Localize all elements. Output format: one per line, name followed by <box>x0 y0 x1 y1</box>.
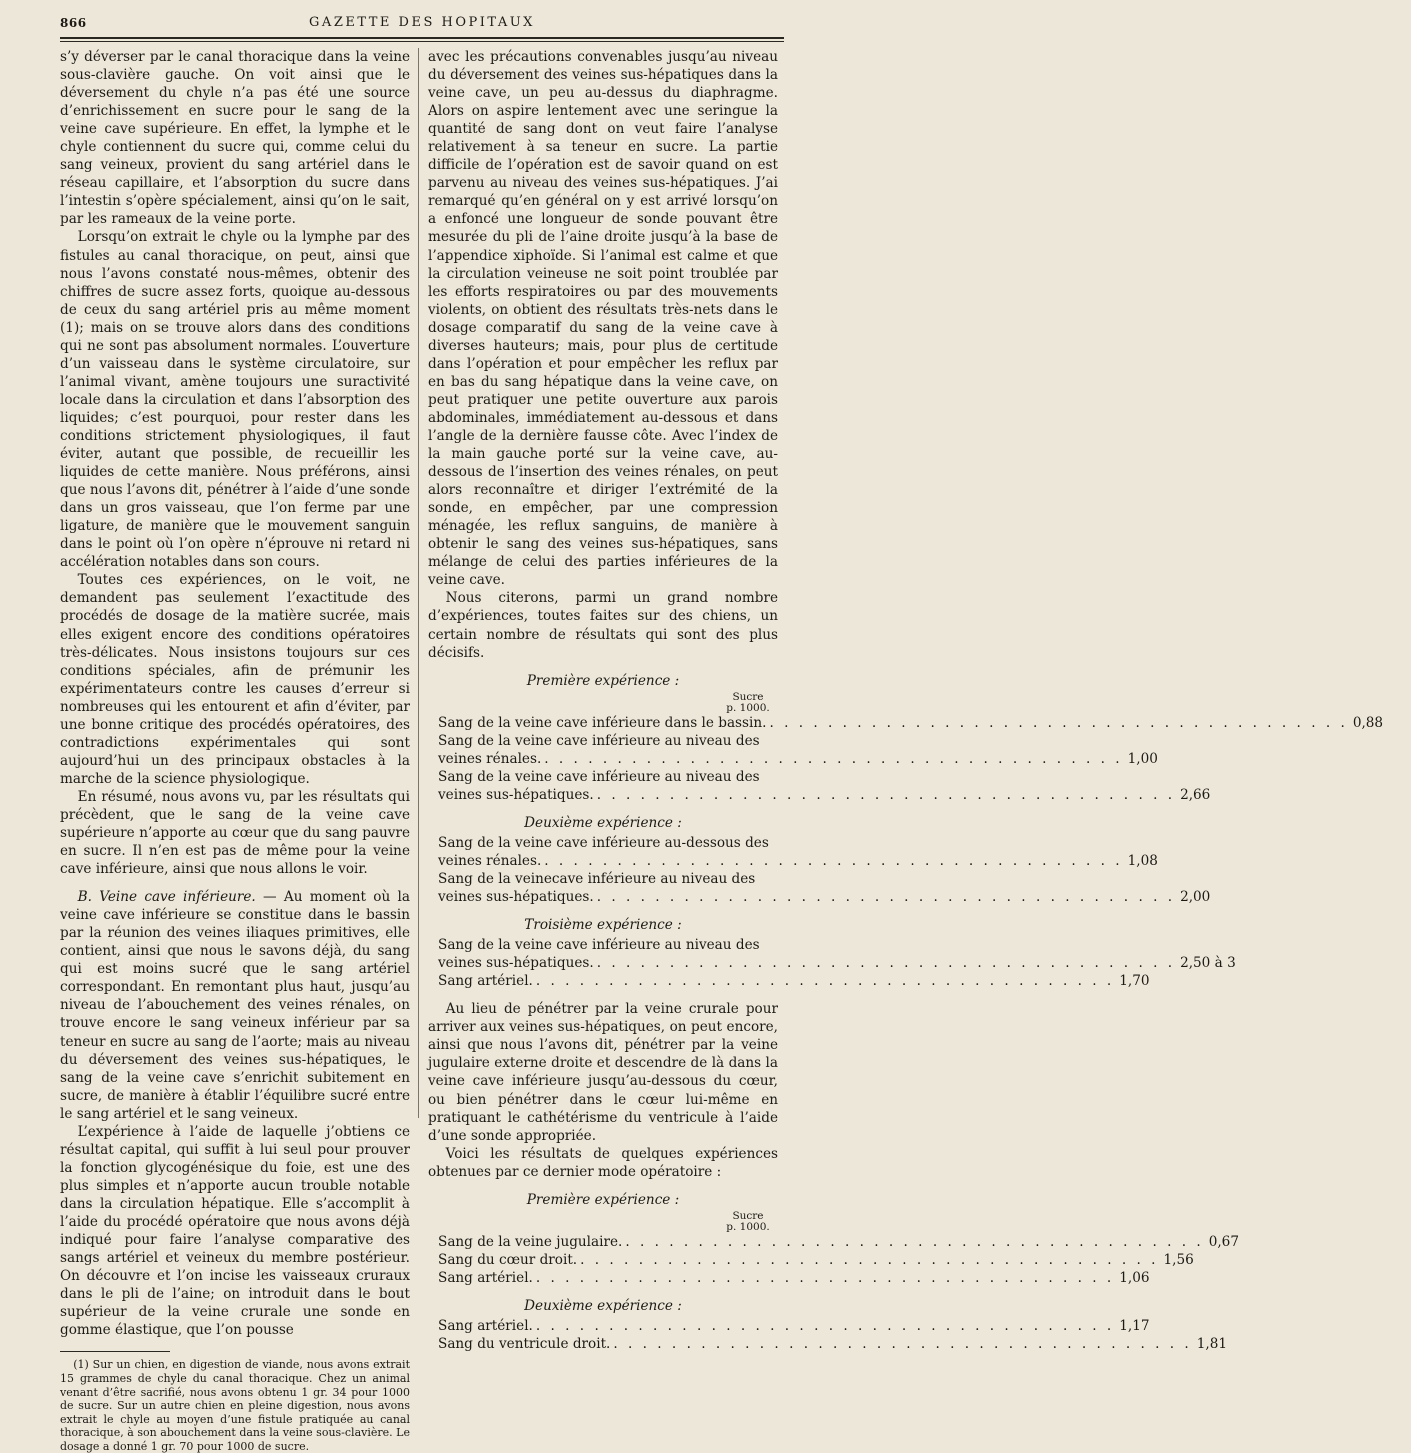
results-table <box>428 714 1384 804</box>
results-table <box>428 1233 1239 1287</box>
paragraph: avec les précautions convenables jusqu’au niveau du déversement des veines sus-hépatiques dans la veine cave, un peu au-dessus du diaphragme. Alors on aspire lentement avec une seringue la quantité de sang dont on veut faire l’analyse relativement à sa teneur en sucre. La partie difficile de l’opération est de savoir quand on est parvenu au niveau des veines sus-hépatiques. J’ai remarqué qu’en général on y est arrivé lorsqu’on a enfoncé une longueur de sonde pouvant être mesurée du pli de l’aine droite jusqu’à la base de l’appendice xiphoïde. Si l’animal est calme et que la circulation veineuse ne soit point troublée par les efforts respiratoires ou par des mouvements violents, on obtient des résultats très-nets dans le dosage comparatif du sang de la veine cave à diverses hauteurs; mais, pour plus de certitude dans l’opération et pour empêcher les reflux par en bas du sang hépatique dans la veine cave, on peut pratiquer une petite ouverture aux parois abdominales, immédiatement au-dessous et dans l’angle de la dernière fausse côte. Avec l’index de la main gauche porté sur la veine cave, au-dessous de l’insertion des veines rénales, on peut alors reconnaître et diriger l’extrémité de la sonde, en empêcher, par une compression ménagée, les reflux sanguins, de manière à obtenir le sang des veines sus-hépatiques, sans mélange de celui des parties inférieures de la veine cave. <box>428 49 778 589</box>
table-row: veines sus-hépatiques. . . . 2,50 à 3 <box>438 954 768 972</box>
experiment-title: Troisième expérience : <box>524 917 682 934</box>
results-table <box>428 936 1236 990</box>
unit-header <box>428 1211 778 1233</box>
results-table <box>428 834 1211 906</box>
column-divider <box>418 48 419 1118</box>
table-row: Sang artériel. . . . 1,06 <box>438 1269 768 1287</box>
table-row: Sang du cœur droit. . . . 1,56 <box>438 1251 768 1269</box>
table-row: veines sus-hépatiques. . . . 2,00 <box>438 888 768 906</box>
unit-header-line: Sucre <box>732 690 764 703</box>
paragraph: Lorsqu’on extrait le chyle ou la lymphe par des fistules au canal thoracique, on peut, ainsi que nous l’avons constaté nous-mêmes, obtenir des chiffres de sucre assez forts, quoique au-dessous de ceux du sang artériel pris au même moment (1); mais on se trouve alors dans des conditions qui ne sont pas absolument normales. L’ouverture d’un vaisseau dans le système circulatoire, sur l’animal vivant, amène toujours une suractivité locale dans la circulation et dans l’absorption des liquides; c’est pourquoi, pour rester dans les conditions strictement physiologiques, il faut éviter, autant que possible, de recueillir les liquides de cette manière. Nous préférons, ainsi que nous l’avons dit, pénétrer à l’aide d’une sonde dans un gros vaisseau, que l’on ferme par une ligature, de manière que le mouvement sanguin dans le point où l’on opère n’éprouve ni retard ni accélération notables dans son cours. <box>60 229 410 571</box>
page-number: 866 <box>60 16 87 30</box>
section-paragraph <box>60 888 410 1123</box>
section-heading: B. Veine cave inférieure. <box>77 889 256 906</box>
table-row: Sang du ventricule droit. . . . 1,81 <box>438 1335 768 1353</box>
table-row: veines rénales. . . . 1,00 <box>438 750 768 768</box>
unit-header-line: p. 1000. <box>726 1220 770 1233</box>
footnote: (1) Sur un chien, en digestion de viande, nous avons extrait 15 grammes de chyle du canal thoracique. Chez un animal venant d’être sacrifié, nous avons obtenu 1 gr. 34 pour 1000 de sucre. Sur un autre chien en pleine digestion, nous avons extrait le chyle au moyen d’une fistule pratiquée au canal thoracique, à son abouchement dans la veine sous-clavière. Le dosage a donné 1 gr. 70 pour 1000 de sucre. <box>60 1358 410 1453</box>
table-row: veines sus-hépatiques. . . . 2,66 <box>438 786 768 804</box>
table-row-lead: Sang de la veinecave inférieure au niveau des <box>438 871 756 888</box>
paragraph: Au lieu de pénétrer par la veine crurale pour arriver aux veines sus-hépatiques, on peut encore, ainsi que nous l’avons dit, pénétrer par la veine jugulaire externe droite et descendre de là dans la veine cave inférieure jusqu’au-dessous du cœur, ou bien pénétrer dans le cœur lui-même en pratiquant le cathétérisme du ventricule à l’aide d’une sonde appropriée. <box>428 1001 778 1144</box>
page-header <box>60 6 784 34</box>
right-column <box>428 48 1384 1353</box>
table-row-lead: Sang de la veine cave inférieure au niveau des <box>438 732 760 749</box>
unit-header-line: p. 1000. <box>726 701 770 714</box>
unit-header-line: Sucre <box>732 1209 764 1222</box>
experiment-title: Première expérience : <box>526 672 680 689</box>
table-row: Sang artériel. . . . 1,17 <box>438 1317 768 1335</box>
table-row-lead: Sang de la veine cave inférieure au niveau des <box>438 937 760 954</box>
header-rule <box>60 37 784 39</box>
paragraph: Voici les résultats de quelques expériences obtenues par ce dernier mode opératoire : <box>428 1145 778 1180</box>
experiment-title: Deuxième expérience : <box>524 1297 682 1314</box>
table-row-lead: Sang de la veine cave inférieure au-dessous des <box>438 834 769 851</box>
experiment-title: Première expérience : <box>526 1191 680 1208</box>
paragraph: s’y déverser par le canal thoracique dans la veine sous-clavière gauche. On voit ainsi que le déversement du chyle n’a pas été une source d’enrichissement en sucre pour le sang de la veine cave supérieure. En effet, la lymphe et le chyle contiennent du sucre qui, comme celui du sang veineux, provient du sang artériel dans le réseau capillaire, et l’absorption du sucre dans l’intestin s’opère spécialement, ainsi qu’on le sait, par les rameaux de la veine porte. <box>60 49 410 228</box>
table-row-lead: Sang de la veine cave inférieure au niveau des <box>438 768 760 785</box>
paragraph: En résumé, nous avons vu, par les résultats qui précèdent, que le sang de la veine cave supérieure n’apporte au cœur que du sang pauvre en sucre. Il n’en est pas de même pour la veine cave inférieure, ainsi que nous allons le voir. <box>60 788 410 878</box>
paragraph: Toutes ces expériences, on le voit, ne demandent pas seulement l’exactitude des procédés de dosage de la matière sucrée, mais elles exigent encore des conditions opératoires très-délicates. Nous insistons toujours sur ces conditions spéciales, afin de prémunir les expérimentateurs contre les causes d’erreur si nombreuses qui les entourent et afin d’éviter, par une bonne critique des procédés opératoires, des contradictions expérimentales qui sont aujourd’hui un des principaux obstacles à la marche de la science physiologique. <box>60 572 410 787</box>
footnote-rule <box>60 1351 170 1352</box>
results-table <box>428 1317 1228 1353</box>
experiment-title: Deuxième expérience : <box>524 814 682 831</box>
table-row: Sang de la veine jugulaire. . . . 0,67 <box>438 1233 768 1251</box>
journal-title: GAZETTE DES HOPITAUX <box>309 15 535 30</box>
paragraph: L’expérience à l’aide de laquelle j’obtiens ce résultat capital, qui suffit à lui seul pour prouver la fonction glycogénésique du foie, est une des plus simples et n’apporte aucun trouble notable dans la circulation hépatique. Elle s’accomplit à l’aide du procédé opératoire que nous avons déjà indiqué pour faire l’analyse comparative des sangs artériel et veineux du membre postérieur. On découvre et l’on incise les vaisseaux cruraux dans le pli de l’aine; on introduit dans le bout supérieur de la veine crurale une sonde en gomme élastique, que l’on pousse <box>60 1123 410 1339</box>
paragraph: Nous citerons, parmi un grand nombre d’expériences, toutes faites sur des chiens, un certain nombre de résultats qui sont des plus décisifs. <box>428 590 778 661</box>
section-text: — Au moment où la veine cave inférieure se constitue dans le bassin par la réunion des veines iliaques primitives, elle contient, ainsi que nous le savons déjà, du sang qui est moins sucré que le sang artériel correspondant. En remontant plus haut, jusqu’au niveau de l’abouchement des veines rénales, on trouve encore le sang veineux inférieur par sa teneur en sucre au sang de l’aorte; mais au niveau du déversement des veines sus-hépatiques, le sang de la veine cave s’enrichit subitement en sucre, de manière à établir l’équilibre sucré entre le sang artériel et le sang veineux. <box>60 889 410 1122</box>
left-column <box>60 48 410 1453</box>
unit-header <box>428 692 778 714</box>
table-row: Sang de la veine cave inférieure dans le bassin. . . . 0,88 <box>438 714 768 732</box>
table-row: Sang artériel. . . . 1,70 <box>438 972 768 990</box>
table-row: veines rénales. . . . 1,08 <box>438 852 768 870</box>
header-rule-thin <box>60 41 784 42</box>
